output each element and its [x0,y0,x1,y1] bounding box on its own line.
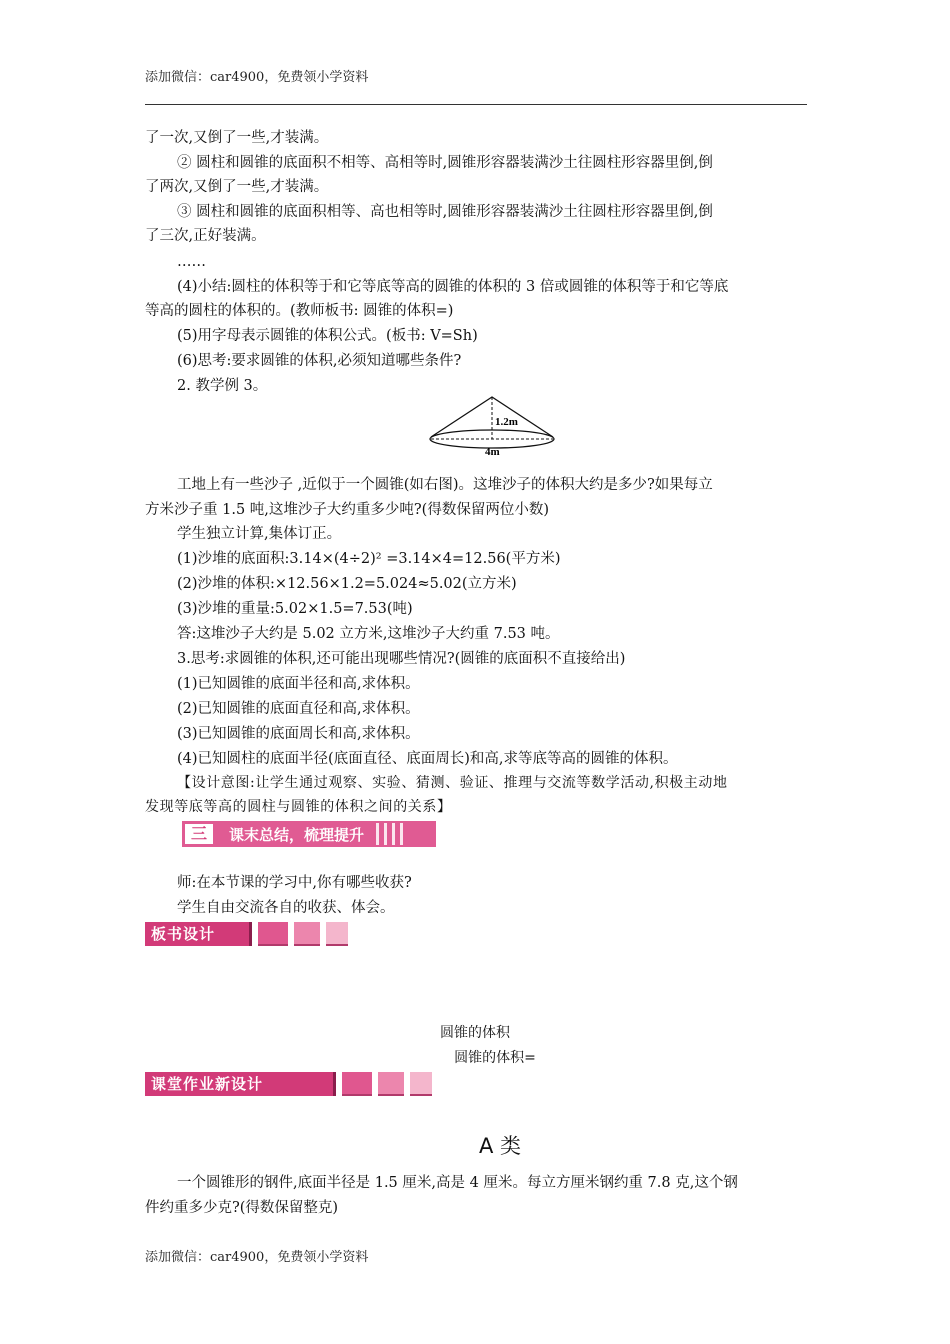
text-line: (3)已知圆锥的底面周长和高,求体积。 [177,726,420,742]
text-line: (6)思考:要求圆锥的体积,必须知道哪些条件? [177,353,462,369]
decor-square [326,922,348,946]
text-line: 2. 教学例 3。 [177,378,268,394]
page-header: 添加微信：car4900，免费领小学资料 [145,70,369,85]
text-line: 答:这堆沙子大约是 5.02 立方米,这堆沙子大约重 7.53 吨。 [177,626,560,642]
section-title: 课末总结，梳理提升 [229,825,365,844]
banner-title: 课堂作业新设计 [145,1072,336,1096]
text-line: 方米沙子重 1.5 吨,这堆沙子大约重多少吨?(得数保留两位小数) [145,502,549,518]
text-line: 了三次,正好装满。 [145,228,266,244]
page-footer: 添加微信：car4900，免费领小学资料 [145,1250,369,1265]
decor-square [294,922,320,946]
text-line: 一个圆锥形的钢件,底面半径是 1.5 厘米,高是 4 厘米。每立方厘米钢约重 7.8 克,这个钢 [177,1175,738,1191]
text-line: …… [177,254,206,270]
board-title: 圆锥的体积 [440,1025,510,1041]
banner-homework [145,1072,432,1096]
banner-board-design [145,922,348,946]
decor-square [378,1072,404,1096]
section-number: 三 [185,824,213,844]
design-intent-line: 发现等底等高的圆柱与圆锥的体积之间的关系】 [145,799,452,815]
text-line: (1)沙堆的底面积:3.14×(4÷2)² =3.14×4=12.56(平方米) [177,551,561,567]
text-line: 学生自由交流各自的收获、体会。 [177,900,395,916]
class-a-heading: A 类 [478,1134,522,1158]
design-intent-line: 【设计意图:让学生通过观察、实验、猜测、验证、推理与交流等数学活动,积极主动地 [177,775,728,791]
decor-square [410,1072,432,1096]
section-banner-summary [182,821,436,847]
decor-square [258,922,288,946]
text-line: (1)已知圆锥的底面半径和高,求体积。 [177,676,420,692]
decor-square [342,1072,372,1096]
text-line: 3.思考:求圆锥的体积,还可能出现哪些情况?(圆锥的底面积不直接给出) [177,651,626,667]
text-line: (4)小结:圆柱的体积等于和它等底等高的圆锥的体积的 3 倍或圆锥的体积等于和它等底 [177,279,729,295]
decor-bar [376,823,379,845]
diameter-label: 4m [485,446,500,458]
text-line: 件约重多少克?(得数保留整克) [145,1200,339,1216]
text-line: (5)用字母表示圆锥的体积公式。(板书: V=Sh) [177,328,478,344]
text-line: 工地上有一些沙子 ,近似于一个圆锥(如右图)。这堆沙子的体积大约是多少?如果每立 [177,477,713,493]
text-line: (2)已知圆锥的底面直径和高,求体积。 [177,701,420,717]
text-line: 等高的圆柱的体积的。(教师板书: 圆锥的体积=) [145,303,454,319]
height-label: 1.2m [495,416,518,428]
text-line: (3)沙堆的重量:5.02×1.5=7.53(吨) [177,601,413,617]
text-line: 学生独立计算,集体订正。 [177,526,342,542]
text-line: (4)已知圆柱的底面半径(底面直径、底面周长)和高,求等底等高的圆锥的体积。 [177,751,678,767]
text-line: ② 圆柱和圆锥的底面积不相等、高相等时,圆锥形容器装满沙土往圆柱形容器里倒,倒 [177,155,713,171]
decor-bar [384,823,387,845]
text-line: 师:在本节课的学习中,你有哪些收获? [177,875,412,891]
banner-title: 板书设计 [145,922,252,946]
text-line: 了一次,又倒了一些,才装满。 [145,130,329,146]
board-formula: 圆锥的体积= [454,1050,536,1066]
sand-cone-figure [425,395,560,460]
header-divider [145,104,807,105]
text-line: 了两次,又倒了一些,才装满。 [145,179,329,195]
decor-bar [400,823,403,845]
text-line: (2)沙堆的体积:×12.56×1.2=5.024≈5.02(立方米) [177,576,517,592]
decor-bar [392,823,395,845]
text-line: ③ 圆柱和圆锥的底面积相等、高也相等时,圆锥形容器装满沙土往圆柱形容器里倒,倒 [177,204,713,220]
